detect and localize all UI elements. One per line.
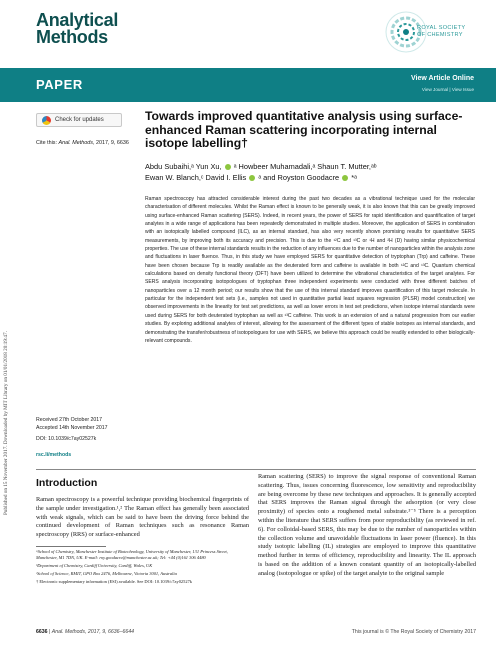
section-label: PAPER [36,77,83,92]
author-text: ᵃ Howbeer Muhamadali,ᵃ Shaun T. Mutter,ᵃᵇ [233,162,377,171]
publisher-line2: OF CHEMISTRY [417,31,463,38]
footnote-c: ᶜSchool of Science, RMIT, GPO Box 2476, Melbourne, Victoria 3001, Australia [36,571,177,577]
introduction-heading: Introduction [36,477,98,489]
download-watermark-text: Published on 15 November 2017. Downloaded by MIT Library on 01/01/2018 20:19:47. [3,331,9,515]
publisher-line1: ROYAL SOCIETY [417,25,466,31]
journal-title [36,12,118,46]
download-watermark [3,135,11,515]
author-text: ᵃ and Royston Goodacre [258,172,340,182]
check-for-updates-label: Check for updates [55,117,104,123]
orcid-icon[interactable] [342,175,348,181]
article-title: Towards improved quantitative analysis using surface-enhanced Raman scattering incorporating internal isotope labelling† [145,109,463,150]
received-date: Received 27th October 2017 [36,417,103,423]
orcid-icon[interactable] [225,164,231,170]
author-line-2 [145,173,470,184]
view-journal-issue-link[interactable]: View Journal | View Issue [421,87,474,92]
cite-prefix: Cite this: [36,140,57,146]
cite-journal: Anal. Methods [58,140,93,146]
view-article-online-link[interactable]: View Article Online [410,75,474,82]
abstract: Raman spectroscopy has attracted considerable interest during the past two decades as a vibrational technique used for the molecular characterisation of different molecules. Whilst the Raman effect is known to be generally weak, it is also known that this can be greatly improved using surface-enhanced Raman scattering (SERS). Indeed, in recent years, the power of SERS for rapid identification and quantification of target analytes in a wide range of applications has been repeatedly demonstrated in multiple studies. Moreover, the application of SERS in combination with an isotopically labelled compound (ILC), as an internal standard, has also very recently shown promising results for quantitative SERS measurements, by improving both its accuracy and precision. This is due to the ¹²C and ¹³C or ¹H and ²H (D) having similar physicochemical properties. The use of these internal standards results in the reduction of any influences due to the number of nanoparticles within the analysis zone and fluctuations in laser fluence. Thus, in this study we have employed SERS for quantitative detection of tryptophan (Trp) and caffeine. These have been chosen because Trp is readily available as the deuterated form and caffeine is available in both ¹²C and ¹³C. Quantum chemical calculations based on density functional theory (DFT) have been utilized to determine the vibrational characteristics of the target analytes. For SERS analysis incorporating isotopologues of tryptophan three independent experiments were conducted with three different batches of nanoparticles over a 12 month period; our results show that the use of this internal standard improves quantification of this target molecule. In particular for the independent test sets (i.e., samples not used in quantitative partial least squares regression (PLSR) model construction) we observed improvements in the linearity for test set predictions, as well as lower errors in test set predictions, when isotope internal standards were used during SERS for both deuterated tryptophan as well as ¹³C caffeine. This work is an extension of and a natural progression from our earlier studies. By exploring additional analytes of interest, allowing for the assessment of the different types of stable isotopes as internal standards, and demonstrating the transfer/robustness of isotopologues for use with SERS, we believe this approach could be readily extended to other biologically-relevant compounds. [145,196,475,344]
journal-title-line2: Methods [36,27,108,47]
author-text: Abdu Subaihi,ᵃ Yun Xu, [145,162,222,171]
author-text: *ᵃ [351,172,357,182]
section-banner [0,68,496,102]
footnote-esi: † Electronic supplementary information (ESI) available. See DOI: 10.1039/c7ay02527k [36,579,193,585]
publisher-name [417,25,465,38]
crossmark-icon [42,116,51,125]
footnote-divider [36,546,106,547]
introduction-left-column: Raman spectroscopy is a powerful technique providing biochemical fingerprints of the sample under investigation.¹,² The Raman effect has generally been associated with weak signals, which can be said to have been the driving force behind the continued development of Raman techniques such as resonance Raman spectroscopy (RRS) or surface-enhanced [36,496,249,539]
check-for-updates-button[interactable] [36,113,122,127]
citation-line [36,140,129,146]
footnote-b: ᵇDepartment of Chemistry, Cardiff University, Cardiff, Wales, UK [36,563,153,569]
footer-right: This journal is © The Royal Society of Chemistry 2017 [351,629,476,635]
footer-separator: | [49,629,52,635]
journal-site-link[interactable]: rsc.li/methods [36,452,72,458]
footer-left [36,629,134,635]
accepted-date: Accepted 14th November 2017 [36,424,108,431]
footnote-a: ᵃSchool of Chemistry, Manchester Institute of Biotechnology, University of Manchester, 131 Princess Street, Manchester, M1 7DN, UK. E-mail: roy.goodacre@manchester.ac.uk; Tel: +44 (0)161 306 4480 [36,549,228,561]
author-text: Ewan W. Blanch,ᶜ David I. Ellis [145,172,247,182]
doi: DOI: 10.1039/c7ay02527k [36,436,97,442]
cite-rest: , 2017, 9, 6636 [92,140,129,146]
orcid-icon[interactable] [249,175,255,181]
introduction-right-column: Raman scattering (SERS) to improve the signal response of conventional Raman scattering. Thus, issues concerning fluorescence, low sensitivity and reproducibility are being overcome by these new techniques and approaches. It is generally accepted that SERS improves the Raman signal through the adsorption (or very close proximity) of species onto a roughened metal substrate.³⁻⁵ There is a perception within the literature that SERS suffers from poor reproducibility (as reviewed in ref. 6). For colloidal-based SERS, this may be due to the number of nanoparticles within the collection volume and unavoidable fluctuations in laser power (fluence). In this study isotopic labelling (IL) strategies are employed to improve this quantitative method further in terms of efficiency, reproducibility and linearity. The IL approach is based on the addition of a known constant quantity of an isotopically-labelled analog (isotopologue or spike) of the target analyte to the original sample [258,473,476,577]
page-number: 6636 [36,629,48,635]
footer-citation: Anal. Methods, 2017, 9, 6636–6644 [51,629,134,635]
author-list [145,162,470,183]
received-dates [36,417,108,432]
author-line-1 [145,162,470,173]
journal-title-line1: Analytical [36,10,119,30]
affiliation-footnotes [36,549,249,585]
section-divider [36,469,476,470]
